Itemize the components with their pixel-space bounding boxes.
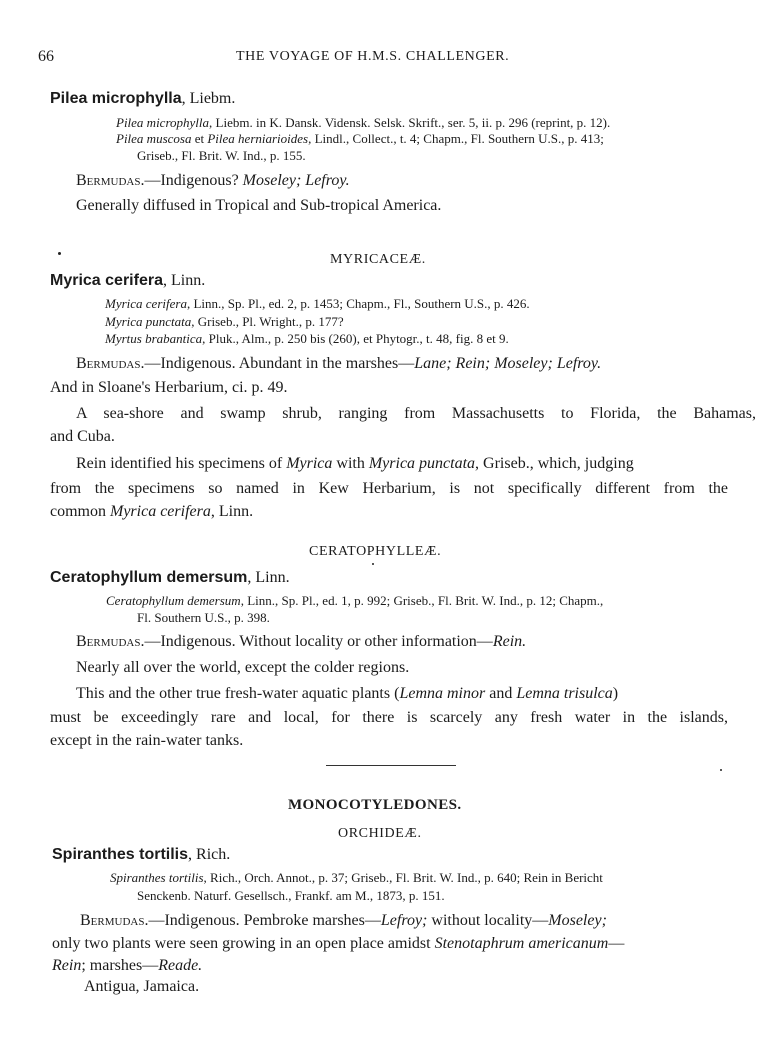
family-heading-ceratophylleae: CERATOPHYLLEÆ. [309, 544, 442, 559]
taxon-name: Myrica cerifera [110, 503, 211, 520]
paragraph-line [76, 455, 634, 473]
synonym-continuation: Griseb., Fl. Brit. W. Ind., p. 155. [137, 148, 306, 163]
synonym-citation: , Lindl., Collect., t. 4; Chapm., Fl. Southern U.S., p. 413; [308, 131, 604, 146]
locality-paragraph [76, 355, 601, 373]
text-run: Rein identified his specimens of [76, 455, 287, 472]
synonym-line [106, 593, 603, 609]
collectors: Moseley; Lefroy. [242, 172, 350, 189]
synonym-citation: , Pluk., Alm., p. 250 bis (260), et Phytogr., t. 48, fig. 8 et 9. [202, 331, 509, 346]
collectors: Rein [52, 957, 82, 974]
synonym-citation: , Liebm. in K. Dansk. Vidensk. Selsk. Skrift., ser. 5, ii. p. 296 (reprint, p. 12). [209, 115, 611, 130]
distribution-text: Nearly all over the world, except the colder regions. [76, 659, 410, 676]
text-run: and [485, 685, 517, 702]
family-heading-orchideae: ORCHIDEÆ. [338, 826, 422, 841]
paragraph-line: A sea-shore and swamp shrub, ranging from Massachusetts to Florida, the Bahamas, [76, 405, 756, 422]
locality-label: Bermudas [76, 633, 141, 650]
species-author: , Liebm. [181, 90, 236, 107]
page-number: 66 [38, 48, 54, 65]
locality-label: Bermudas [76, 172, 141, 189]
paragraph-line [50, 503, 253, 521]
text-run: common [50, 503, 110, 520]
printer-mark [720, 769, 722, 771]
paragraph-line [52, 935, 624, 953]
synonym-name: Pilea muscosa [116, 131, 192, 146]
synonym-line [116, 131, 604, 147]
synonym-name: Ceratophyllum demersum [106, 593, 241, 608]
locality-text: .—Indigenous. Pembroke marshes— [144, 912, 381, 929]
species-author: , Linn. [247, 569, 290, 586]
running-title: THE VOYAGE OF H.M.S. CHALLENGER. [236, 49, 510, 64]
text-run: This and the other true fresh-water aquatic plants ( [76, 685, 400, 702]
synonym-name: Myrica cerifera [105, 296, 187, 311]
family-heading-myricaceae: MYRICACEÆ. [330, 252, 426, 267]
synonym-name: Pilea microphylla [116, 115, 210, 130]
text-run: — [608, 935, 625, 952]
locality-label: Bermudas [80, 912, 145, 929]
synonym-continuation: Senckenb. Naturf. Gesellsch., Frankf. am M., 1873, p. 151. [137, 888, 445, 903]
synonym-line [105, 331, 509, 347]
paragraph-line [76, 685, 618, 703]
synonym-citation: , Rich., Orch. Annot., p. 37; Griseb., Fl. Brit. W. Ind., p. 640; Rein in Bericht [203, 870, 603, 885]
taxon-name: Myrica [286, 455, 333, 472]
species-heading-ceratophyllum [50, 569, 290, 587]
synonym-line [110, 870, 603, 886]
synonym-citation: , Griseb., Pl. Wright., p. 177? [191, 314, 344, 329]
synonym-name: Myrica punctata [105, 314, 192, 329]
paragraph-line [52, 957, 202, 975]
text-run: ; marshes— [81, 957, 159, 974]
text-run: only two plants were seen growing in an open place amidst [52, 935, 435, 952]
synonym-name: Myrtus brabantica [105, 331, 203, 346]
locality-paragraph [80, 912, 607, 930]
division-heading: MONOCOTYLEDONES. [288, 797, 462, 813]
text-run: , Linn. [210, 503, 254, 520]
taxon-name: Lemna minor [399, 685, 486, 702]
synonym-continuation: Fl. Southern U.S., p. 398. [137, 610, 270, 625]
species-author: , Linn. [162, 272, 206, 289]
synonym-joiner: et [191, 131, 208, 146]
locality-label: Bermudas [76, 355, 141, 372]
paragraph-line: must be exceedingly rare and local, for there is scarcely any fresh water in the islands, [50, 709, 728, 726]
collectors: Lefroy; [380, 912, 428, 929]
paragraph-line: from the specimens so named in Kew Herbarium, is not specifically different from the [50, 480, 728, 497]
species-heading-myrica [50, 272, 205, 290]
text-run: , Griseb., which, judging [475, 455, 634, 472]
collectors: Rein. [492, 633, 527, 650]
synonym-line [105, 296, 530, 312]
taxon-name: Myrica punctata [368, 455, 476, 472]
species-name: Myrica cerifera [50, 272, 163, 289]
section-divider [326, 765, 456, 766]
text-run: ) [612, 685, 619, 702]
locality-paragraph [76, 172, 350, 190]
locality-text: .—Indigenous. Without locality or other information— [140, 633, 493, 650]
collectors: Reade. [158, 957, 203, 974]
species-name: Pilea microphylla [50, 90, 182, 107]
species-heading-spiranthes [52, 846, 230, 864]
paragraph-line: except in the rain-water tanks. [50, 732, 244, 749]
synonym-line [116, 115, 610, 131]
locality-paragraph [76, 633, 526, 651]
synonym-citation: , Linn., Sp. Pl., ed. 2, p. 1453; Chapm., Fl., Southern U.S., p. 426. [186, 296, 530, 311]
text-run: with [332, 455, 369, 472]
synonym-name: Spiranthes tortilis [110, 870, 204, 885]
synonym-citation: , Linn., Sp. Pl., ed. 1, p. 992; Griseb., Fl. Brit. W. Ind., p. 12; Chapm., [240, 593, 604, 608]
taxon-name: Lemna trisulca [516, 685, 613, 702]
locality-text: without locality— [427, 912, 549, 929]
distribution-text: Generally diffused in Tropical and Sub-tropical America. [76, 197, 442, 214]
synonym-line [105, 314, 344, 330]
printer-mark [372, 563, 374, 565]
taxon-name: Stenotaphrum americanum [434, 935, 609, 952]
distribution-text: Antigua, Jamaica. [84, 978, 200, 995]
locality-text: .—Indigenous? [140, 172, 243, 189]
locality-text: .—Indigenous. Abundant in the marshes— [140, 355, 415, 372]
locality-continuation: And in Sloane's Herbarium, ci. p. 49. [50, 379, 288, 396]
species-name: Spiranthes tortilis [52, 846, 189, 863]
printer-mark [58, 252, 61, 255]
synonym-name: Pilea herniarioides [207, 131, 309, 146]
collectors: Moseley; [548, 912, 607, 929]
species-author: , Rich. [188, 846, 231, 863]
species-name: Ceratophyllum demersum [50, 569, 248, 586]
paragraph-line: and Cuba. [50, 428, 115, 445]
collectors: Lane; Rein; Moseley; Lefroy. [414, 355, 602, 372]
species-heading-pilea [50, 90, 235, 108]
